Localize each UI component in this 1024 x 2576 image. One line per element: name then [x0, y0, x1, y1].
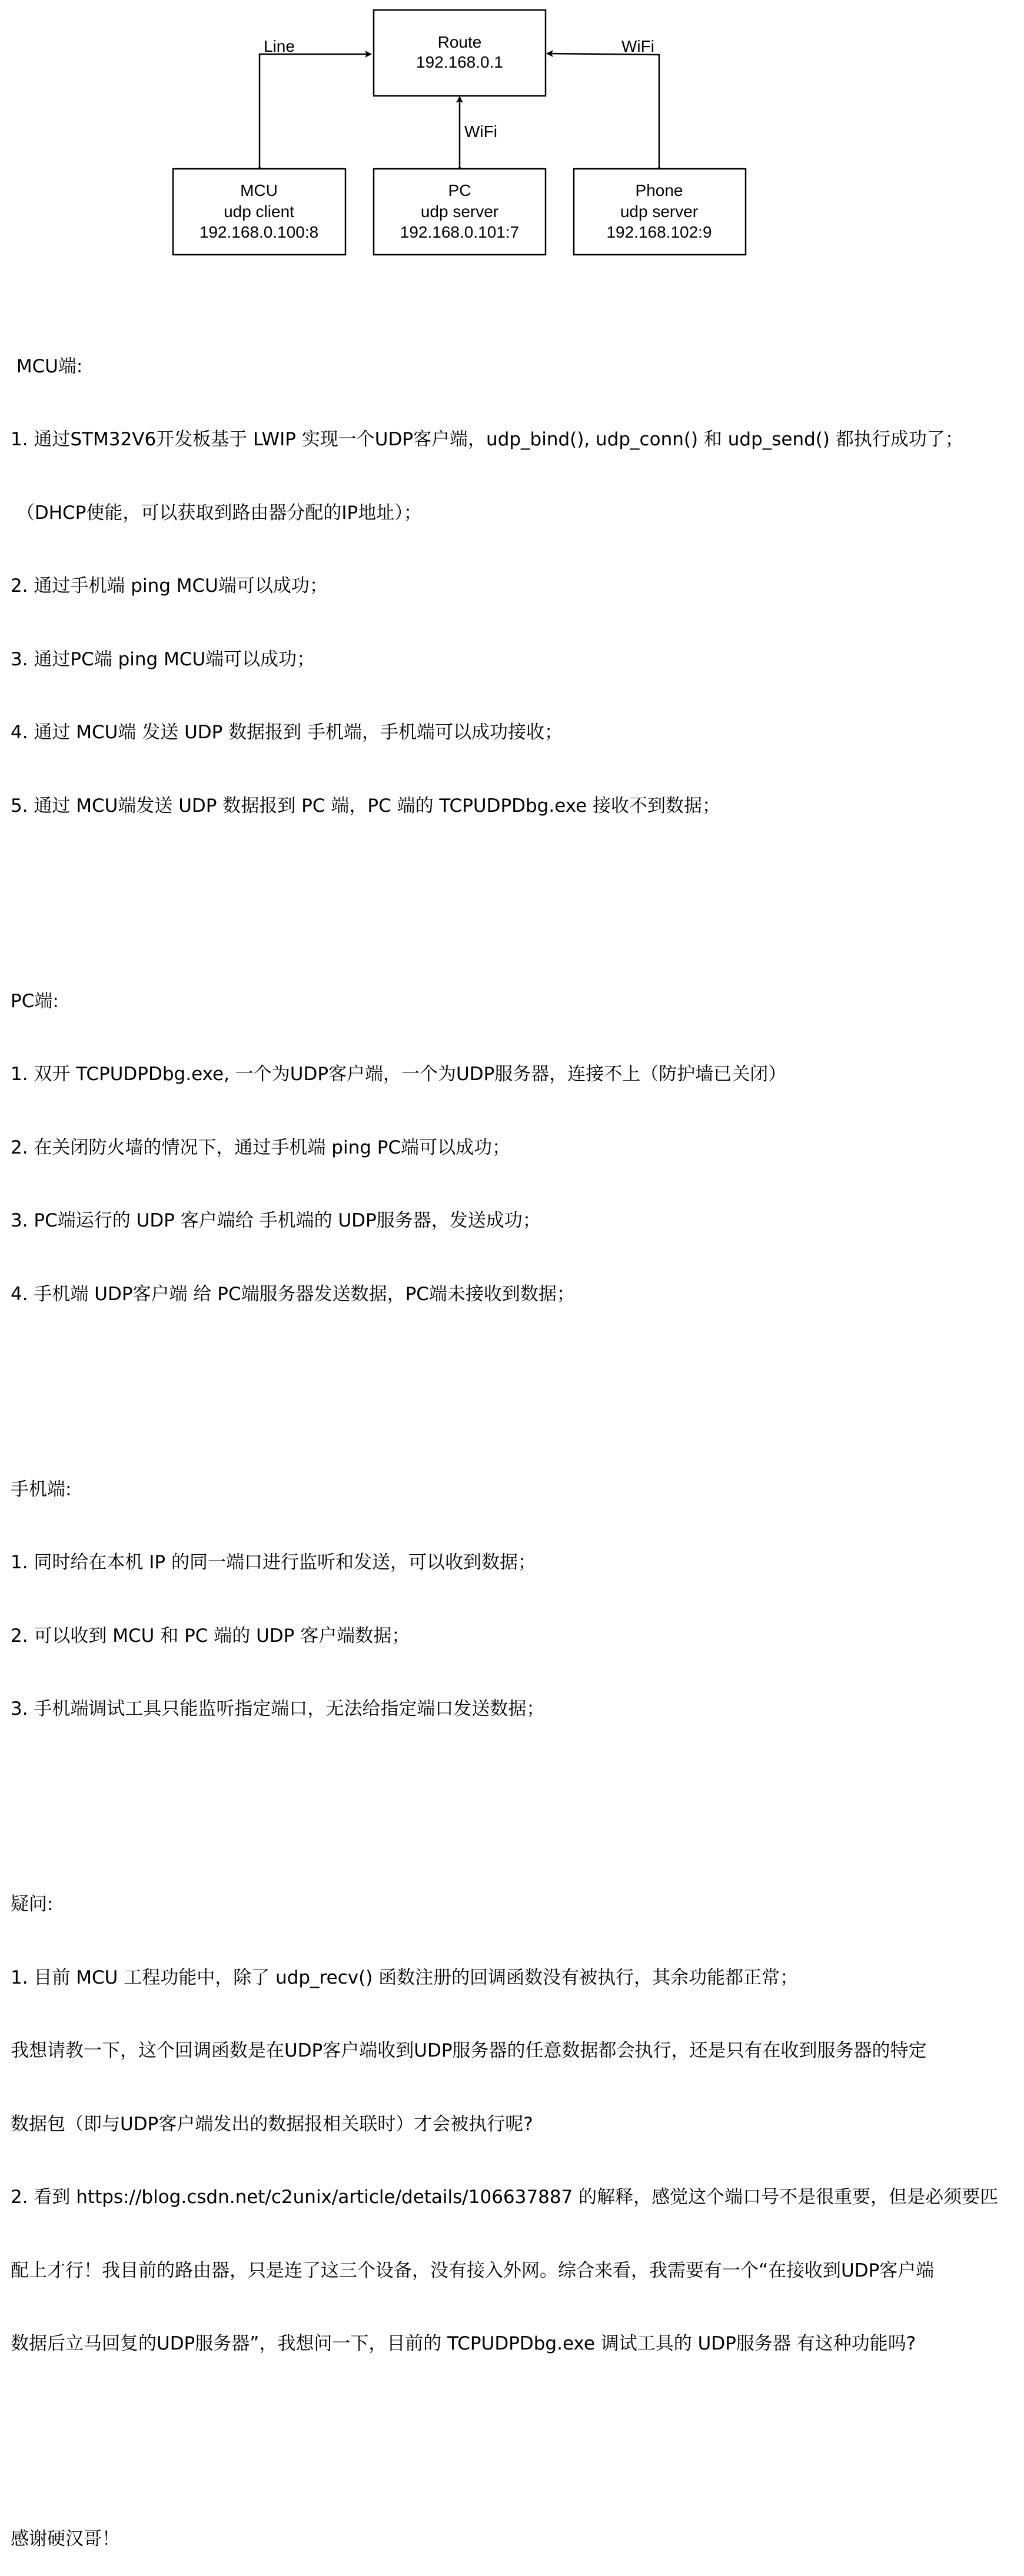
edge-pc-route — [460, 97, 497, 166]
mcu-note-3: 3. 通过PC端 ping MCU端可以成功； — [11, 648, 315, 670]
mcu-note-2: 2. 通过手机端 ping MCU端可以成功； — [11, 575, 328, 596]
pc-note-4: 4. 手机端 UDP客户端 给 PC端服务器发送数据，PC端未接收到数据； — [11, 1283, 575, 1305]
section-gap — [11, 867, 1018, 892]
question-2: 2. 看到 https://blog.csdn.net/c2unix/article/details/106637887 的解释，感觉这个端口号不是很重要，但是必须要匹 — [11, 2187, 999, 2208]
edge-mcu-route — [260, 37, 371, 166]
section-gap — [11, 1771, 1018, 1795]
mcu-note-4: 4. 通过 MCU端 发送 UDP 数据报到 手机端，手机端可以成功接收； — [11, 722, 563, 743]
mcu-note-5: 5. 通过 MCU端发送 UDP 数据报到 PC 端，PC 端的 TCPUDPDbg.exe 接收不到数据； — [11, 795, 721, 817]
edge-label-line: Line — [264, 37, 295, 55]
phone-note-3: 3. 手机端调试工具只能监听指定端口，无法给指定端口发送数据； — [11, 1698, 545, 1719]
question-section-heading: 疑问: — [11, 1894, 54, 1915]
node-route — [374, 10, 546, 96]
edge-label-phone-wifi: WiFi — [621, 37, 654, 55]
mcu-note-1-continued: （DHCP使能，可以获取到路由器分配的IP地址）； — [11, 502, 422, 524]
node-pc — [374, 169, 546, 255]
edge-phone-route — [547, 37, 659, 166]
thanks-line: 感谢硬汉哥！ — [11, 2528, 120, 2550]
question-1-detail-a: 我想请教一下，这个回调函数是在UDP客户端收到UDP服务器的任意数据都会执行，还是只有在收到服务器的特定 — [11, 2040, 927, 2061]
node-mcu-line-1: MCU — [240, 181, 278, 199]
notes-text — [11, 281, 1018, 2576]
phone-note-1: 1. 同时给在本机 IP 的同一端口进行监听和发送，可以收到数据； — [11, 1552, 536, 1573]
phone-section-heading: 手机端: — [11, 1478, 72, 1500]
pc-note-1: 1. 双开 TCPUDPDbg.exe, 一个为UDP客户端，一个为UDP服务器，连接不上（防护墙已关闭） — [11, 1064, 787, 1085]
pc-section-heading: PC端: — [11, 990, 59, 1012]
section-gap — [11, 1355, 1018, 1380]
network-diagram — [0, 0, 1024, 276]
question-1: 1. 目前 MCU 工程功能中，除了 udp_recv() 函数注册的回调函数没有被执行，其余功能都正常； — [11, 1967, 799, 1988]
section-gap — [11, 2405, 1018, 2430]
node-phone-line-3: 192.168.102:9 — [606, 223, 712, 241]
node-mcu-line-3: 192.168.0.100:8 — [199, 223, 319, 241]
node-pc-line-1: PC — [448, 181, 471, 199]
node-phone-line-1: Phone — [635, 181, 683, 199]
node-phone — [574, 169, 746, 255]
edge-label-pc-wifi: WiFi — [464, 122, 497, 141]
pc-note-3: 3. PC端运行的 UDP 客户端给 手机端的 UDP服务器，发送成功； — [11, 1210, 541, 1231]
node-route-line-2: 192.168.0.1 — [416, 53, 503, 71]
node-pc-line-3: 192.168.0.101:7 — [400, 223, 520, 241]
mcu-section-heading: MCU端: — [11, 355, 83, 377]
mcu-note-1: 1. 通过STM32V6开发板基于 LWIP 实现一个UDP客户端，udp_bind(), udp_conn() 和 udp_send() 都执行成功了； — [11, 429, 963, 450]
question-1-detail-b: 数据包（即与UDP客户端发出的数据报相关联时）才会被执行呢? — [11, 2113, 533, 2135]
question-2-detail-b: 数据后立马回复的UDP服务器”，我想问一下，目前的 TCPUDPDbg.exe 调试工具的 UDP服务器 有这种功能吗? — [11, 2333, 916, 2354]
node-mcu-line-2: udp client — [224, 202, 294, 221]
question-2-detail-a: 配上才行！我目前的路由器，只是连了这三个设备，没有接入外网。综合来看，我需要有一个“在接收到UDP客户端 — [11, 2260, 935, 2281]
node-phone-line-2: udp server — [620, 202, 699, 221]
node-route-line-1: Route — [437, 33, 482, 51]
node-mcu — [173, 169, 345, 255]
pc-note-2: 2. 在关闭防火墙的情况下，通过手机端 ping PC端可以成功； — [11, 1137, 511, 1158]
node-pc-line-2: udp server — [420, 202, 499, 221]
phone-note-2: 2. 可以收到 MCU 和 PC 端的 UDP 客户端数据； — [11, 1625, 410, 1647]
